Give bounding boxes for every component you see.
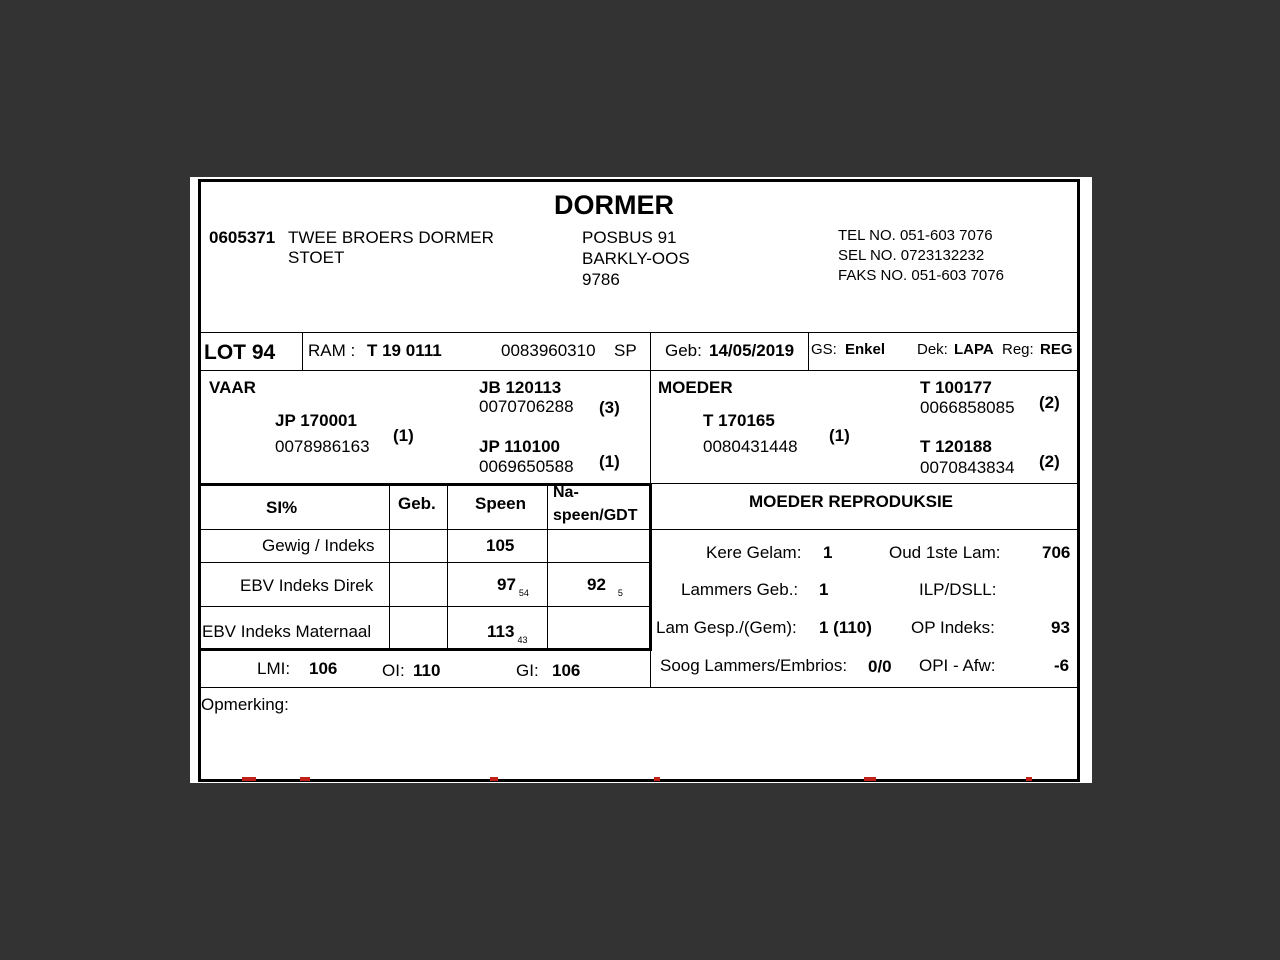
breeder-name-line2: STOET — [288, 248, 345, 267]
reg-label: Reg: — [1002, 341, 1034, 358]
oi-value: 110 — [413, 661, 441, 680]
dam-id: T 170165 — [703, 411, 775, 430]
dam-dam-count: (2) — [1039, 452, 1060, 471]
opi-afw-label: OPI - Afw: — [919, 656, 996, 675]
sale-card — [198, 179, 1080, 782]
ram-label: RAM : — [308, 341, 356, 360]
row-weight-index-label: Gewig / Indeks — [262, 536, 375, 555]
dam-sire-id: T 100177 — [920, 378, 992, 397]
faks-number: FAKS NO. 051-603 7076 — [838, 267, 1004, 284]
ilp-dsll-label: ILP/DSLL: — [919, 580, 997, 599]
dam-number: 0080431448 — [703, 437, 798, 456]
dek-label: Dek: — [917, 341, 948, 358]
divider — [650, 332, 651, 483]
dam-dam-id: T 120188 — [920, 437, 992, 456]
card-bottom-border — [201, 779, 1077, 782]
divider — [650, 651, 651, 687]
si-header: SI% — [266, 498, 298, 517]
breeder-name-line1: TWEE BROERS DORMER — [288, 228, 494, 247]
divider — [652, 529, 1077, 530]
divider — [201, 562, 650, 563]
divider — [302, 332, 303, 370]
divider — [201, 606, 650, 607]
remarks-label: Opmerking: — [201, 695, 289, 714]
row-ebv-direct-speen: 97 $_{54}$ — [497, 575, 529, 598]
row-ebv-direct-naspeen: 92 $_5$ — [587, 575, 623, 598]
registration-number: 0083960310 — [501, 341, 596, 360]
divider — [389, 483, 390, 649]
lammers-geb-value: 1 — [819, 580, 829, 599]
tel-number: TEL NO. 051-603 7076 — [838, 227, 993, 244]
opi-afw-value: -6 — [1054, 656, 1070, 675]
row-weight-index-speen: 105 — [486, 536, 515, 555]
lammers-geb-label: Lammers Geb.: — [681, 580, 799, 599]
next-card-edge — [1026, 777, 1032, 781]
divider — [547, 483, 548, 649]
row-ebv-maternal-speen: 113 $_{43}$ — [487, 622, 528, 645]
lot-label: LOT 94 — [204, 341, 276, 364]
dam-dam-number: 0070843834 — [920, 458, 1015, 477]
birth-date-label: Geb: — [665, 341, 702, 360]
lam-gesp-label: Lam Gesp./(Gem): — [656, 618, 797, 637]
op-indeks-value: 93 — [1051, 618, 1070, 637]
next-card-edge — [654, 777, 660, 781]
naspeen-header-line1: Na- — [553, 484, 579, 501]
gi-label: GI: — [516, 661, 539, 680]
divider — [201, 529, 650, 530]
ram-value: T 19 0111 — [367, 341, 442, 360]
sire-count: (1) — [393, 426, 414, 445]
address-line1: POSBUS 91 — [582, 228, 677, 247]
oi-label: OI: — [382, 661, 405, 680]
divider — [447, 483, 448, 649]
sire-sire-count: (3) — [599, 398, 620, 417]
divider — [201, 332, 1077, 333]
breeder-code: 0605371 — [209, 228, 276, 247]
kere-gelam-value: 1 — [823, 543, 833, 562]
registration-suffix: SP — [614, 341, 637, 360]
birth-date-value: 14/05/2019 — [709, 341, 795, 360]
sire-id: JP 170001 — [275, 411, 357, 430]
sire-dam-id: JP 110100 — [479, 437, 560, 456]
reg-value: REG — [1040, 341, 1073, 358]
lam-gesp-value: 1 (110) — [819, 618, 872, 637]
gs-label: GS: — [811, 341, 837, 358]
sel-number: SEL NO. 0723132232 — [838, 247, 985, 264]
dam-count: (1) — [829, 426, 850, 445]
next-card-edge — [490, 777, 498, 781]
address-line3: 9786 — [582, 270, 620, 289]
sire-sire-number: 0070706288 — [479, 397, 574, 416]
op-indeks-label: OP Indeks: — [911, 618, 995, 637]
sire-number: 0078986163 — [275, 437, 370, 456]
next-card-edge — [864, 777, 876, 781]
row-ebv-direct-label: EBV Indeks Direk — [240, 576, 374, 595]
sale-card-paper — [190, 177, 1092, 783]
address-line2: BARKLY-OOS — [582, 249, 690, 268]
reproduction-header: MOEDER REPRODUKSIE — [749, 492, 954, 511]
next-card-edge — [242, 777, 256, 781]
divider — [808, 332, 809, 370]
lmi-label: LMI: — [257, 659, 291, 678]
speen-header: Speen — [475, 494, 527, 513]
sire-dam-count: (1) — [599, 452, 620, 471]
naspeen-header-line2: speen/GDT — [553, 507, 638, 524]
soog-lammers-label: Soog Lammers/Embrios: — [660, 656, 848, 675]
sire-section-label: VAAR — [209, 378, 256, 397]
soog-lammers-value: 0/0 — [868, 657, 892, 676]
breed-title: DORMER — [554, 190, 674, 220]
dam-sire-number: 0066858085 — [920, 398, 1015, 417]
row-ebv-maternal-label: EBV Indeks Maternaal — [202, 622, 372, 641]
oud-1ste-lam-label: Oud 1ste Lam: — [889, 543, 1001, 562]
gs-value: Enkel — [845, 341, 886, 358]
next-card-edge — [300, 777, 310, 781]
dam-section-label: MOEDER — [658, 378, 733, 397]
kere-gelam-label: Kere Gelam: — [706, 543, 802, 562]
divider — [652, 483, 1077, 484]
lmi-value: 106 — [309, 659, 338, 678]
oud-1ste-lam-value: 706 — [1042, 543, 1071, 562]
divider — [201, 370, 1077, 371]
gi-value: 106 — [552, 661, 581, 680]
geb-header: Geb. — [398, 494, 436, 513]
sire-dam-number: 0069650588 — [479, 457, 574, 476]
dam-sire-count: (2) — [1039, 393, 1060, 412]
divider — [201, 687, 1077, 688]
dek-value: LAPA — [954, 341, 994, 358]
sire-sire-id: JB 120113 — [479, 378, 562, 397]
